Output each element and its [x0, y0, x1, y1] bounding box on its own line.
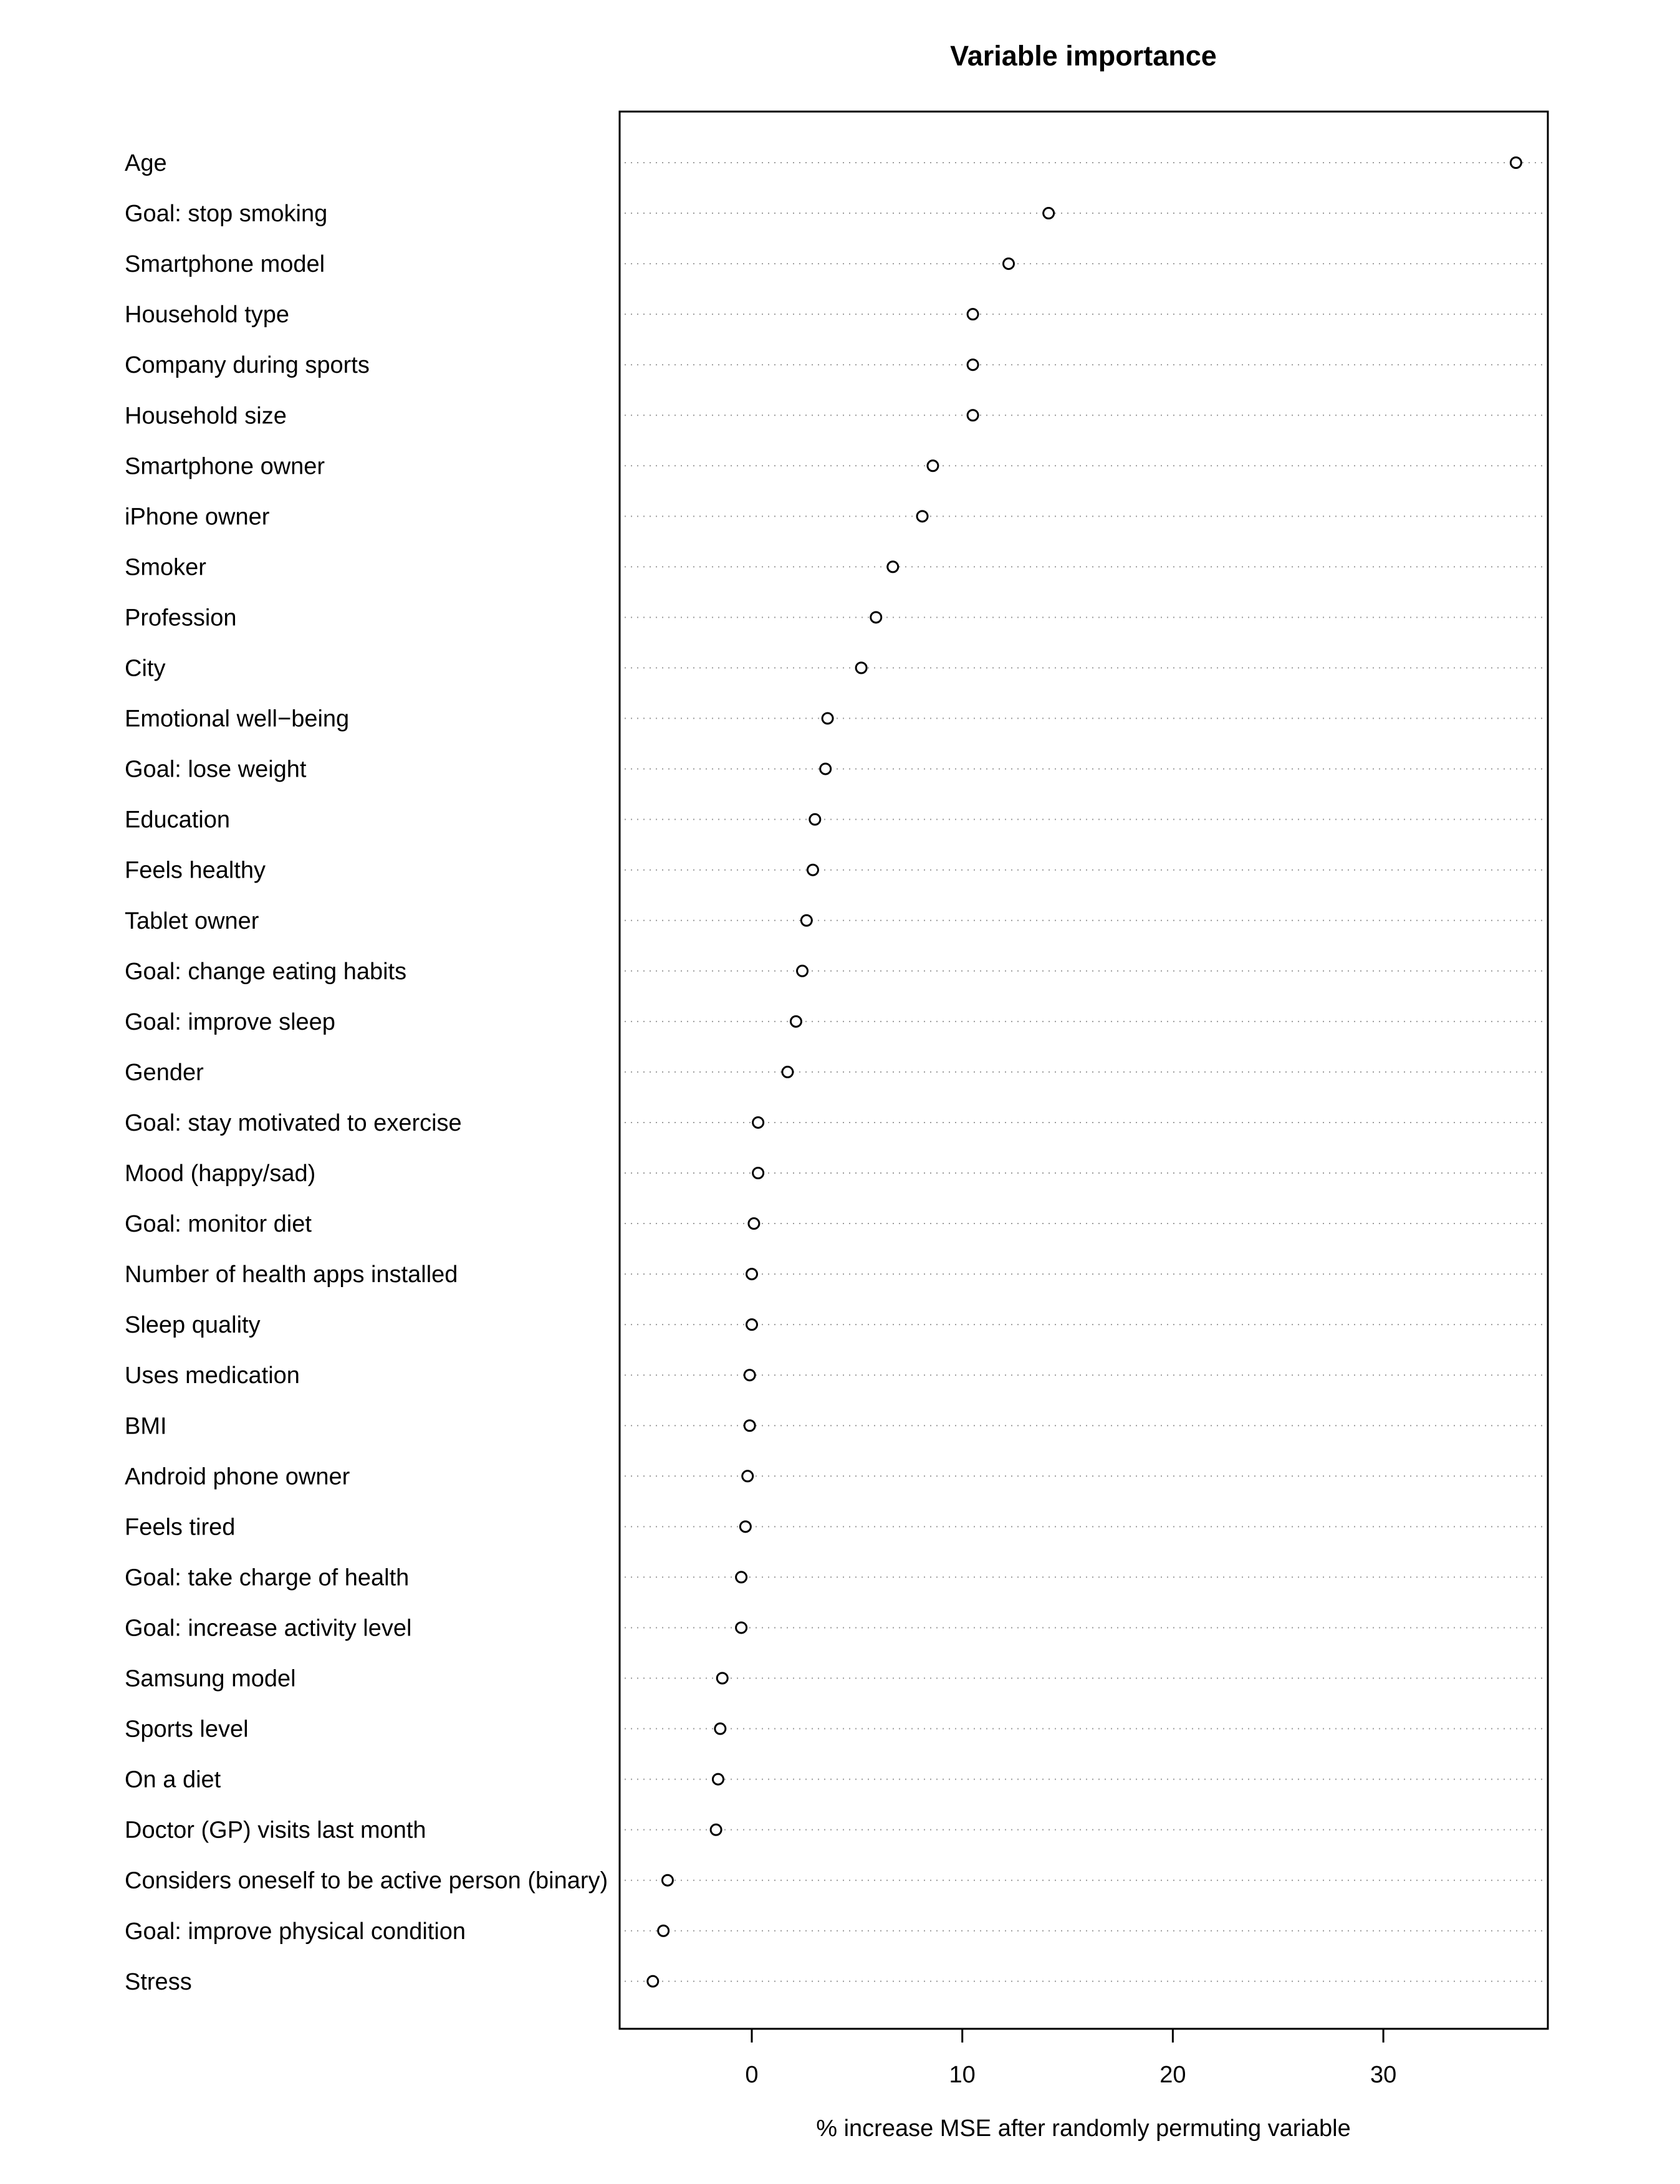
data-point	[1003, 259, 1014, 269]
data-points	[648, 158, 1522, 1987]
variable-label: Smoker	[125, 554, 206, 581]
variable-label: Goal: take charge of health	[125, 1564, 410, 1591]
variable-label: Considers oneself to be active person (binary)	[125, 1867, 608, 1894]
variable-label: Goal: improve physical condition	[125, 1918, 466, 1945]
variable-label: Goal: increase activity level	[125, 1615, 412, 1642]
x-axis-label: % increase MSE after randomly permuting variable	[816, 2115, 1351, 2142]
data-point	[801, 915, 812, 926]
data-point	[1510, 158, 1521, 168]
data-point	[797, 965, 808, 976]
variable-label: Sports level	[125, 1716, 249, 1743]
variable-label: Smartphone owner	[125, 453, 325, 480]
chart-title: Variable importance	[950, 40, 1217, 72]
data-point	[871, 612, 881, 623]
plot-frame	[620, 112, 1548, 2029]
variable-label: iPhone owner	[125, 504, 270, 530]
variable-label: Feels tired	[125, 1514, 236, 1541]
variable-label: Number of health apps installed	[125, 1262, 458, 1288]
variable-label: BMI	[125, 1413, 167, 1440]
data-point	[790, 1016, 801, 1027]
variable-label: Company during sports	[125, 352, 370, 379]
data-point	[967, 309, 978, 320]
data-point	[740, 1521, 751, 1532]
data-point	[747, 1269, 757, 1280]
x-tick-label: 0	[745, 2062, 759, 2088]
variable-label: Goal: change eating habits	[125, 958, 407, 985]
data-point	[744, 1420, 755, 1431]
data-point	[928, 461, 938, 471]
variable-label: Profession	[125, 605, 237, 631]
data-point	[742, 1471, 753, 1482]
variable-label: Samsung model	[125, 1665, 296, 1692]
data-point	[917, 511, 928, 522]
variable-label: Sleep quality	[125, 1312, 261, 1339]
data-point	[717, 1673, 727, 1684]
data-point	[822, 713, 833, 724]
data-point	[749, 1219, 759, 1229]
variable-label: Gender	[125, 1059, 204, 1086]
data-point	[810, 814, 820, 825]
data-point	[753, 1168, 764, 1179]
variable-label: Mood (happy/sad)	[125, 1161, 316, 1187]
variable-label: Education	[125, 807, 231, 833]
variable-label: Household size	[125, 403, 287, 429]
data-point	[782, 1066, 793, 1077]
variable-label: Goal: stop smoking	[125, 201, 328, 228]
x-tick-label: 10	[949, 2062, 976, 2088]
data-point	[715, 1723, 726, 1734]
data-point	[967, 410, 978, 421]
data-point	[856, 663, 866, 673]
data-point	[1044, 208, 1054, 219]
data-point	[736, 1572, 747, 1583]
data-point	[713, 1774, 723, 1784]
data-point	[711, 1824, 721, 1835]
data-point	[744, 1370, 755, 1381]
variable-label: Doctor (GP) visits last month	[125, 1817, 426, 1844]
data-point	[967, 360, 978, 370]
x-tick-label: 20	[1159, 2062, 1186, 2088]
grid-lines	[625, 163, 1545, 1981]
data-point	[820, 764, 831, 774]
variable-label: Feels healthy	[125, 857, 266, 884]
data-point	[888, 562, 898, 572]
variable-label: Emotional well−being	[125, 706, 350, 732]
variable-label: Goal: lose weight	[125, 756, 307, 783]
variable-label: Goal: improve sleep	[125, 1008, 335, 1035]
data-point	[736, 1622, 747, 1633]
data-point	[662, 1875, 673, 1885]
x-axis	[745, 2029, 1396, 2088]
data-point	[753, 1117, 764, 1128]
variable-label: Android phone owner	[125, 1463, 350, 1490]
x-tick-label: 30	[1370, 2062, 1397, 2088]
variable-label: City	[125, 655, 166, 682]
data-point	[658, 1925, 669, 1936]
variable-label: Household type	[125, 302, 290, 328]
variable-label: Age	[125, 150, 167, 176]
variable-label: Smartphone model	[125, 251, 325, 278]
variable-labels	[125, 150, 608, 1995]
variable-label: On a diet	[125, 1766, 221, 1793]
variable-label: Goal: stay motivated to exercise	[125, 1109, 462, 1136]
variable-label: Goal: monitor diet	[125, 1211, 312, 1238]
data-point	[807, 865, 818, 875]
data-point	[648, 1976, 658, 1986]
data-point	[747, 1320, 757, 1330]
variable-label: Stress	[125, 1968, 192, 1995]
variable-label: Tablet owner	[125, 908, 259, 934]
variable-label: Uses medication	[125, 1363, 300, 1389]
